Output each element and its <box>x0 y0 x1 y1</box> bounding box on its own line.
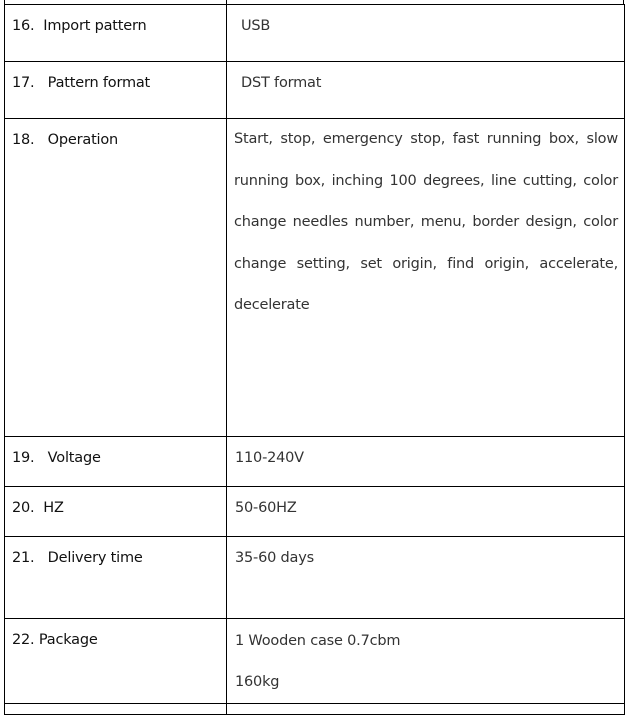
spec-value-package <box>227 619 624 703</box>
table-row <box>5 437 625 487</box>
table-row <box>5 619 625 704</box>
spec-label-cell <box>5 437 227 487</box>
spec-value-voltage: 110-240V <box>235 450 304 466</box>
spec-value-cell <box>227 5 625 62</box>
spec-value-operation: Start, stop, emergency stop, fast running box, slow running box, inching 100 degrees, line cutting, color change needles number, menu, border design, color change setting, set origin, find origin, accelerate, decelerate <box>234 131 618 313</box>
spec-label-hz: 20. HZ <box>12 500 64 516</box>
spec-label-cell <box>5 487 227 537</box>
spec-label-operation: 18. Operation <box>12 132 119 148</box>
spec-label-pattern-format: 17. Pattern format <box>12 75 151 91</box>
spec-value-cell <box>227 437 625 487</box>
spec-label-voltage: 19. Voltage <box>12 450 101 466</box>
table-row <box>5 537 625 619</box>
spec-value-pattern-format: DST format <box>241 75 322 91</box>
spec-value-cell <box>227 619 625 704</box>
table-row <box>5 487 625 537</box>
spec-value-cell <box>227 537 625 619</box>
spec-value-import-pattern: USB <box>241 18 271 34</box>
spec-label-cell <box>5 119 227 437</box>
spec-label-cell <box>5 62 227 119</box>
spec-label-package: 22. Package <box>12 632 98 648</box>
spec-label-cell <box>5 619 227 704</box>
spec-label-cell <box>5 5 227 62</box>
package-volume: 1 Wooden case 0.7cbm <box>235 633 401 649</box>
table-row <box>5 119 625 437</box>
specification-sheet <box>4 4 624 715</box>
spec-value-hz: 50-60HZ <box>235 500 297 516</box>
table-row <box>5 5 625 62</box>
spec-label-cell <box>5 537 227 619</box>
spec-label-delivery-time: 21. Delivery time <box>12 550 143 566</box>
package-weight: 160kg <box>235 674 280 690</box>
spec-label-import-pattern: 16. Import pattern <box>12 18 147 34</box>
spec-value-delivery-time: 35-60 days <box>235 550 314 566</box>
spec-table <box>4 4 625 715</box>
spec-value-cell <box>227 487 625 537</box>
spec-value-cell <box>227 119 625 437</box>
